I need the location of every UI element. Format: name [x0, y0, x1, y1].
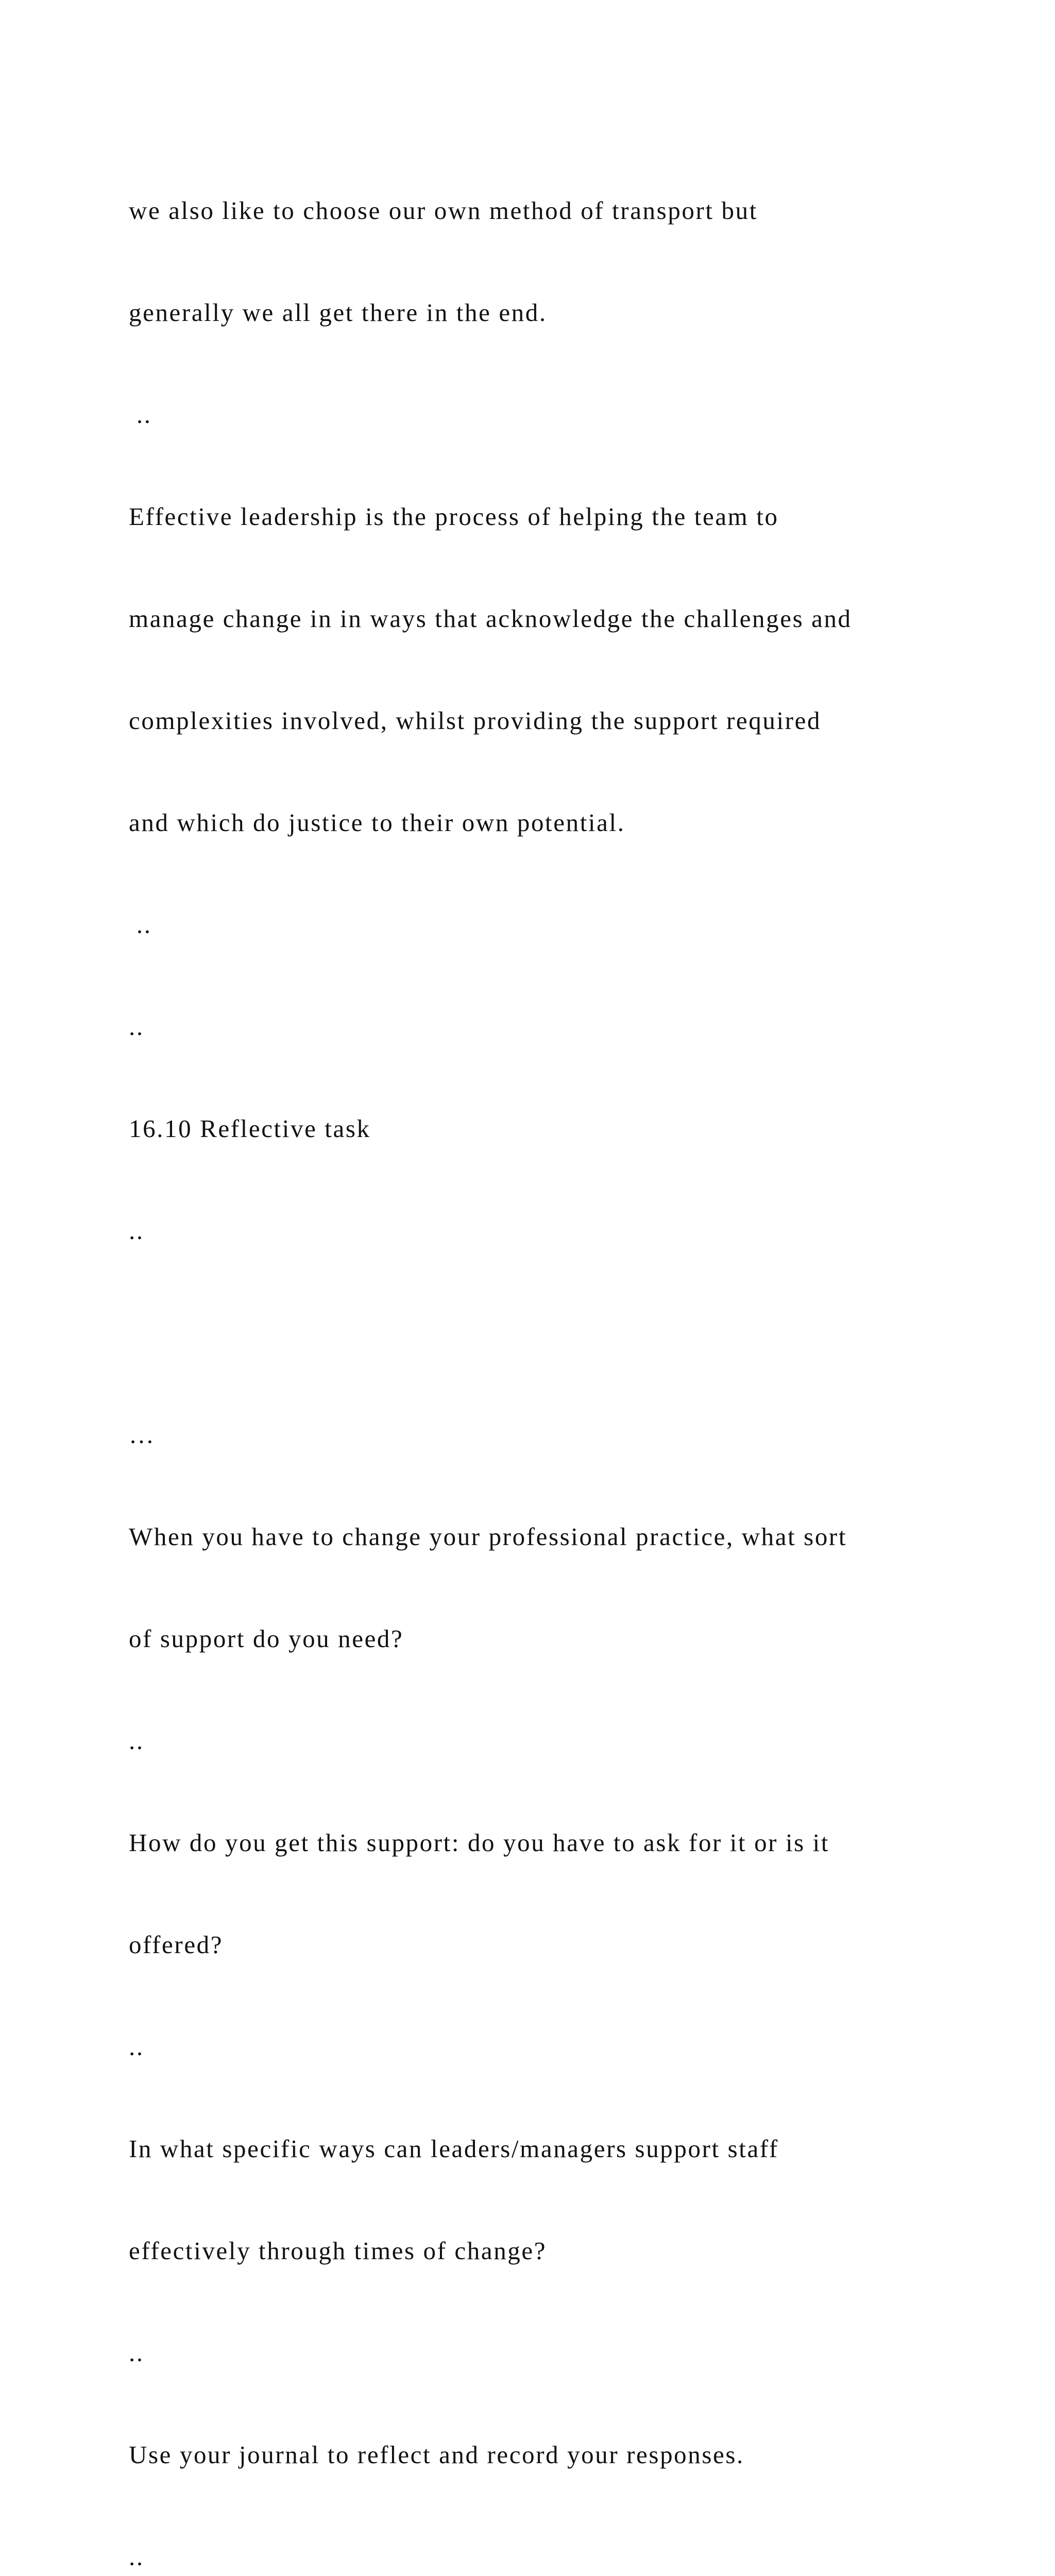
separator-dots: .. [129, 1012, 144, 1041]
text-line: manage change in in ways that acknowledge the challenges and [129, 604, 852, 633]
question-line: In what specific ways can leaders/managers support staff [129, 2134, 779, 2163]
instruction-line: Use your journal to reflect and record your responses. [129, 2441, 744, 2469]
text-line: and which do justice to their own potential. [129, 808, 625, 837]
ellipsis-line: … [129, 1420, 156, 1449]
question-line: offered? [129, 1930, 224, 1959]
text-line: we also like to choose our own method of transport but [129, 196, 758, 225]
separator-dots: .. [129, 400, 152, 429]
blank-line [129, 1316, 994, 1350]
separator-dots: .. [129, 1216, 144, 1245]
separator-dots: .. [129, 2338, 144, 2367]
document-text [129, 126, 994, 2576]
separator-dots: .. [129, 2543, 144, 2571]
section-heading-reflective-task: 16.10 Reflective task [129, 1114, 371, 1143]
question-line: When you have to change your professional practice, what sort [129, 1522, 847, 1551]
separator-dots: .. [129, 910, 152, 939]
separator-dots: .. [129, 1726, 144, 1755]
text-line: complexities involved, whilst providing the support required [129, 706, 822, 735]
text-line: Effective leadership is the process of helping the team to [129, 502, 779, 531]
separator-dots: .. [129, 2032, 144, 2061]
question-line: of support do you need? [129, 1624, 404, 1653]
text-line: generally we all get there in the end. [129, 298, 547, 327]
question-line: effectively through times of change? [129, 2236, 547, 2265]
question-line: How do you get this support: do you have to ask for it or is it [129, 1828, 830, 1857]
